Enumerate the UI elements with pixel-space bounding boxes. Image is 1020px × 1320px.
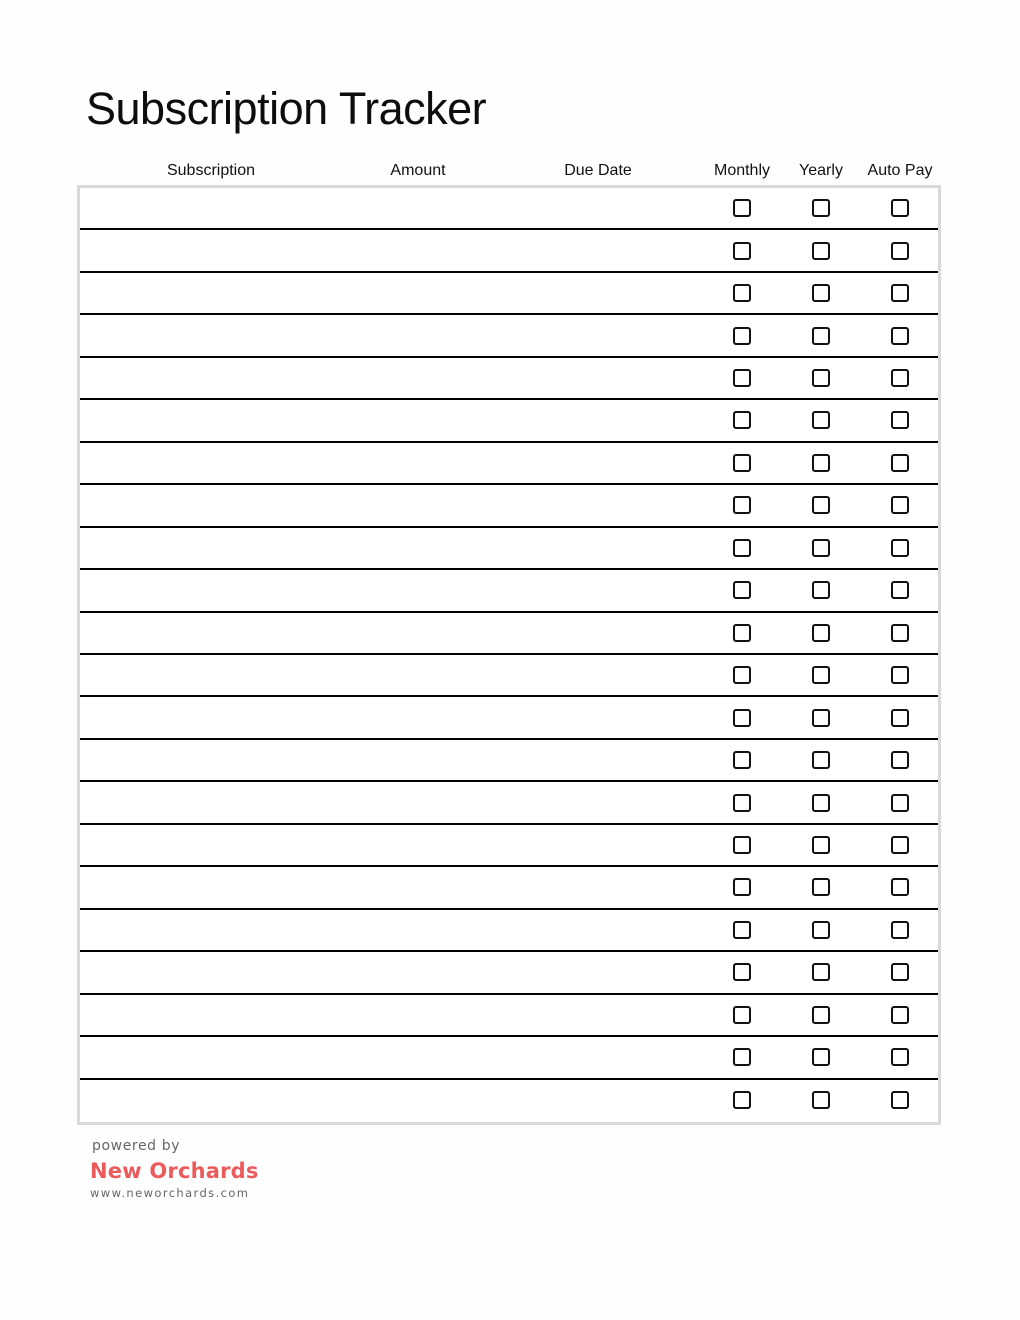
- yearly-checkbox[interactable]: [812, 284, 830, 302]
- amount-cell[interactable]: [315, 1080, 509, 1122]
- monthly-checkbox[interactable]: [733, 963, 751, 981]
- column-header-auto-pay: Auto Pay: [867, 162, 933, 179]
- auto-pay-checkbox[interactable]: [891, 921, 909, 939]
- subscription-cell[interactable]: [80, 400, 315, 442]
- subscription-cell[interactable]: [80, 528, 315, 570]
- amount-cell[interactable]: [315, 740, 509, 782]
- auto-pay-checkbox[interactable]: [891, 1091, 909, 1109]
- auto-pay-checkbox[interactable]: [891, 794, 909, 812]
- subscription-cell[interactable]: [80, 995, 315, 1037]
- footer: [90, 1136, 259, 1201]
- amount-cell[interactable]: [315, 655, 509, 697]
- subscription-cell[interactable]: [80, 570, 315, 612]
- monthly-checkbox[interactable]: [733, 836, 751, 854]
- yearly-checkbox[interactable]: [812, 963, 830, 981]
- amount-cell[interactable]: [315, 273, 509, 315]
- subscription-cell[interactable]: [80, 358, 315, 400]
- auto-pay-checkbox[interactable]: [891, 963, 909, 981]
- yearly-checkbox[interactable]: [812, 666, 830, 684]
- due-date-cell[interactable]: [508, 570, 670, 612]
- column-header-yearly: Yearly: [799, 162, 843, 179]
- auto-pay-checkbox[interactable]: [891, 1006, 909, 1024]
- auto-pay-checkbox[interactable]: [891, 1048, 909, 1066]
- table-row: [80, 825, 938, 867]
- yearly-checkbox[interactable]: [812, 581, 830, 599]
- yearly-checkbox[interactable]: [812, 199, 830, 217]
- auto-pay-checkbox[interactable]: [891, 454, 909, 472]
- due-date-cell[interactable]: [508, 697, 670, 739]
- auto-pay-checkbox[interactable]: [891, 709, 909, 727]
- auto-pay-checkbox[interactable]: [891, 666, 909, 684]
- due-date-cell[interactable]: [508, 910, 670, 952]
- table-row: [80, 1037, 938, 1079]
- monthly-checkbox[interactable]: [733, 242, 751, 260]
- yearly-checkbox[interactable]: [812, 878, 830, 896]
- due-date-cell[interactable]: [508, 400, 670, 442]
- powered-by-label: powered by: [92, 1138, 181, 1154]
- subscription-cell[interactable]: [80, 613, 315, 655]
- due-date-cell[interactable]: [508, 273, 670, 315]
- monthly-checkbox[interactable]: [733, 284, 751, 302]
- due-date-cell[interactable]: [508, 655, 670, 697]
- table-row: [80, 910, 938, 952]
- yearly-checkbox[interactable]: [812, 709, 830, 727]
- subscription-cell[interactable]: [80, 230, 315, 272]
- subscription-cell[interactable]: [80, 188, 315, 230]
- amount-cell[interactable]: [315, 782, 509, 824]
- auto-pay-checkbox[interactable]: [891, 242, 909, 260]
- subscription-cell[interactable]: [80, 867, 315, 909]
- amount-cell[interactable]: [315, 910, 509, 952]
- table-row: [80, 400, 938, 442]
- amount-cell[interactable]: [315, 825, 509, 867]
- subscription-cell[interactable]: [80, 315, 315, 357]
- column-header-subscription: Subscription: [166, 162, 256, 179]
- amount-cell[interactable]: [315, 613, 509, 655]
- monthly-checkbox[interactable]: [733, 327, 751, 345]
- monthly-checkbox[interactable]: [733, 581, 751, 599]
- auto-pay-checkbox[interactable]: [891, 624, 909, 642]
- table-row: [80, 273, 938, 315]
- monthly-checkbox[interactable]: [733, 666, 751, 684]
- yearly-checkbox[interactable]: [812, 369, 830, 387]
- page-title: Subscription Tracker: [86, 83, 487, 134]
- due-date-cell[interactable]: [508, 825, 670, 867]
- due-date-cell[interactable]: [508, 358, 670, 400]
- table-row: [80, 1080, 938, 1122]
- subscription-cell[interactable]: [80, 443, 315, 485]
- monthly-checkbox[interactable]: [733, 1048, 751, 1066]
- subscription-cell[interactable]: [80, 952, 315, 994]
- subscription-cell[interactable]: [80, 1080, 315, 1122]
- website-link[interactable]: www.neworchards.com: [90, 1186, 250, 1200]
- amount-cell[interactable]: [315, 867, 509, 909]
- monthly-checkbox[interactable]: [733, 878, 751, 896]
- auto-pay-checkbox[interactable]: [891, 751, 909, 769]
- due-date-cell[interactable]: [508, 613, 670, 655]
- column-header-due-date: Due Date: [564, 162, 632, 179]
- yearly-checkbox[interactable]: [812, 411, 830, 429]
- table-row: [80, 995, 938, 1037]
- amount-cell[interactable]: [315, 485, 509, 527]
- amount-cell[interactable]: [315, 697, 509, 739]
- due-date-cell[interactable]: [508, 952, 670, 994]
- amount-cell[interactable]: [315, 528, 509, 570]
- yearly-checkbox[interactable]: [812, 539, 830, 557]
- amount-cell[interactable]: [315, 230, 509, 272]
- monthly-checkbox[interactable]: [733, 369, 751, 387]
- monthly-checkbox[interactable]: [733, 496, 751, 514]
- subscription-cell[interactable]: [80, 697, 315, 739]
- amount-cell[interactable]: [315, 952, 509, 994]
- monthly-checkbox[interactable]: [733, 539, 751, 557]
- amount-cell[interactable]: [315, 400, 509, 442]
- table-row: [80, 740, 938, 782]
- yearly-checkbox[interactable]: [812, 794, 830, 812]
- table-row: [80, 528, 938, 570]
- table-row: [80, 697, 938, 739]
- due-date-cell[interactable]: [508, 528, 670, 570]
- auto-pay-checkbox[interactable]: [891, 581, 909, 599]
- yearly-checkbox[interactable]: [812, 624, 830, 642]
- amount-cell[interactable]: [315, 570, 509, 612]
- due-date-cell[interactable]: [508, 995, 670, 1037]
- subscription-cell[interactable]: [80, 273, 315, 315]
- due-date-cell[interactable]: [508, 485, 670, 527]
- due-date-cell[interactable]: [508, 230, 670, 272]
- due-date-cell[interactable]: [508, 782, 670, 824]
- due-date-cell[interactable]: [508, 443, 670, 485]
- table-row: [80, 188, 938, 230]
- table-row: [80, 230, 938, 272]
- monthly-checkbox[interactable]: [733, 624, 751, 642]
- yearly-checkbox[interactable]: [812, 496, 830, 514]
- subscription-cell[interactable]: [80, 825, 315, 867]
- yearly-checkbox[interactable]: [812, 751, 830, 769]
- auto-pay-checkbox[interactable]: [891, 496, 909, 514]
- subscription-table: [77, 185, 941, 1125]
- table-row: [80, 570, 938, 612]
- auto-pay-checkbox[interactable]: [891, 836, 909, 854]
- monthly-checkbox[interactable]: [733, 921, 751, 939]
- table-row: [80, 315, 938, 357]
- yearly-checkbox[interactable]: [812, 1048, 830, 1066]
- due-date-cell[interactable]: [508, 740, 670, 782]
- amount-cell[interactable]: [315, 315, 509, 357]
- monthly-checkbox[interactable]: [733, 199, 751, 217]
- subscription-cell[interactable]: [80, 782, 315, 824]
- yearly-checkbox[interactable]: [812, 1006, 830, 1024]
- amount-cell[interactable]: [315, 443, 509, 485]
- brand-logo: New Orchards: [90, 1159, 259, 1183]
- yearly-checkbox[interactable]: [812, 1091, 830, 1109]
- column-header-amount: Amount: [390, 162, 446, 179]
- monthly-checkbox[interactable]: [733, 411, 751, 429]
- auto-pay-checkbox[interactable]: [891, 199, 909, 217]
- table-row: [80, 952, 938, 994]
- subscription-cell[interactable]: [80, 910, 315, 952]
- yearly-checkbox[interactable]: [812, 836, 830, 854]
- subscription-cell[interactable]: [80, 655, 315, 697]
- amount-cell[interactable]: [315, 1037, 509, 1079]
- yearly-checkbox[interactable]: [812, 327, 830, 345]
- auto-pay-checkbox[interactable]: [891, 878, 909, 896]
- table-row: [80, 655, 938, 697]
- yearly-checkbox[interactable]: [812, 454, 830, 472]
- monthly-checkbox[interactable]: [733, 1091, 751, 1109]
- table-row: [80, 485, 938, 527]
- auto-pay-checkbox[interactable]: [891, 539, 909, 557]
- yearly-checkbox[interactable]: [812, 921, 830, 939]
- yearly-checkbox[interactable]: [812, 242, 830, 260]
- column-header-monthly: Monthly: [713, 162, 771, 179]
- table-row: [80, 358, 938, 400]
- due-date-cell[interactable]: [508, 867, 670, 909]
- subscription-cell[interactable]: [80, 740, 315, 782]
- subscription-cell[interactable]: [80, 485, 315, 527]
- monthly-checkbox[interactable]: [733, 454, 751, 472]
- table-row: [80, 443, 938, 485]
- amount-cell[interactable]: [315, 358, 509, 400]
- table-header: [0, 160, 1020, 182]
- table-row: [80, 782, 938, 824]
- due-date-cell[interactable]: [508, 315, 670, 357]
- auto-pay-checkbox[interactable]: [891, 284, 909, 302]
- monthly-checkbox[interactable]: [733, 709, 751, 727]
- auto-pay-checkbox[interactable]: [891, 411, 909, 429]
- monthly-checkbox[interactable]: [733, 794, 751, 812]
- table-row: [80, 613, 938, 655]
- auto-pay-checkbox[interactable]: [891, 327, 909, 345]
- monthly-checkbox[interactable]: [733, 751, 751, 769]
- amount-cell[interactable]: [315, 995, 509, 1037]
- subscription-cell[interactable]: [80, 1037, 315, 1079]
- table-row: [80, 867, 938, 909]
- due-date-cell[interactable]: [508, 1037, 670, 1079]
- due-date-cell[interactable]: [508, 188, 670, 230]
- amount-cell[interactable]: [315, 188, 509, 230]
- auto-pay-checkbox[interactable]: [891, 369, 909, 387]
- monthly-checkbox[interactable]: [733, 1006, 751, 1024]
- due-date-cell[interactable]: [508, 1080, 670, 1122]
